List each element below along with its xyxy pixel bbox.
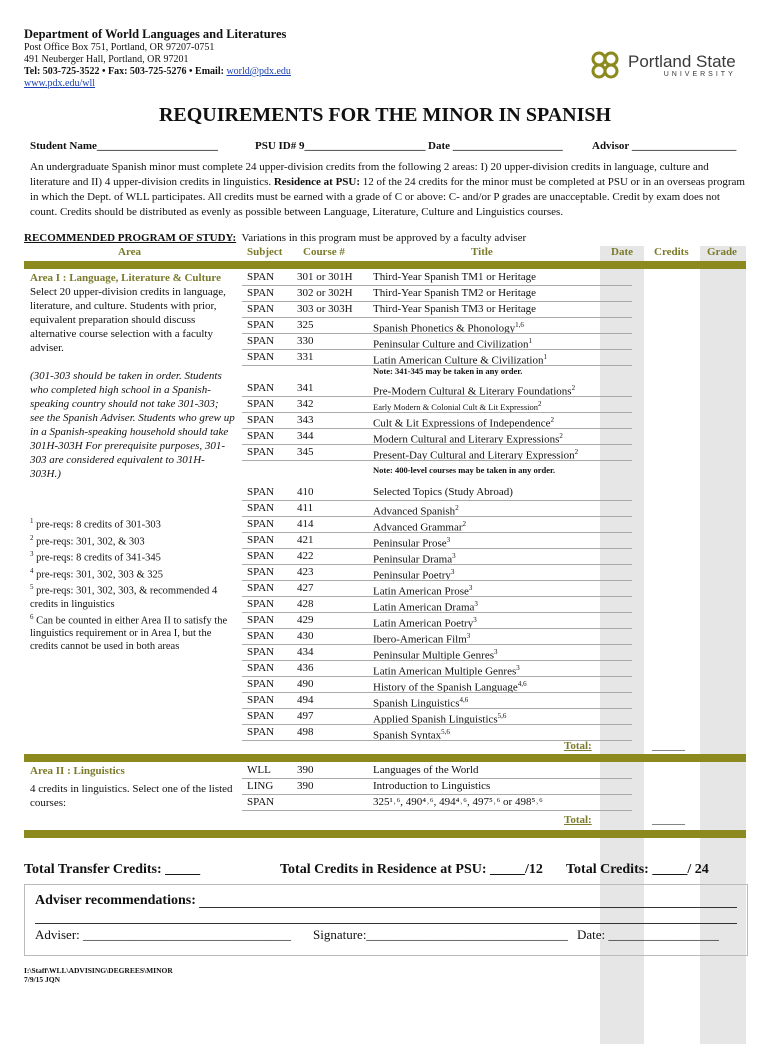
- row-divider: [242, 301, 632, 302]
- course-title: Third-Year Spanish TM1 or Heritage: [373, 271, 537, 283]
- course-number: 422: [297, 550, 314, 562]
- area1-total-label: Total:: [564, 740, 592, 752]
- row-divider: [242, 317, 632, 318]
- course-number: 302 or 302H: [297, 287, 353, 299]
- recommendations-line-2[interactable]: [35, 923, 737, 924]
- course-number: 430: [297, 630, 314, 642]
- course-title: Peninsular Multiple Genres$^3$: [373, 648, 498, 662]
- course-title: Present-Day Cultural and Literary Expression$^2$: [373, 448, 579, 462]
- col-subject: Subject: [247, 246, 283, 258]
- course-number: 342: [297, 398, 314, 410]
- course-number: 325: [297, 319, 314, 331]
- course-subject: SPAN: [247, 382, 275, 394]
- row-divider: [242, 349, 632, 350]
- prereq-list: $^1$ pre-reqs: 8 credits of 301-303 $^2$ pre-reqs: 301, 302, & 303 $^3$ pre-reqs: 8 credits of 341-345 $^4$ pre-reqs: 301, 302, 303 & 325 $^5$ pre-reqs: 301, 302, 303, & recommended 4 credits in linguistics $^6$ Can be counted in either Area II to satisfy the linguistics requirement or in Area I, but the credits cannot be used in both areas: [30, 517, 228, 652]
- logo-name: Portland State: [628, 51, 736, 71]
- course-title: Latin American Drama$^3$: [373, 600, 478, 614]
- course-subject: SPAN: [247, 726, 275, 738]
- course-title: Latin American Poetry$^3$: [373, 616, 477, 630]
- adviser-box: [24, 884, 748, 956]
- recommended-program: RECOMMENDED PROGRAM OF STUDY: Variations in this program must be approved by a faculty adviser: [24, 232, 527, 244]
- row-divider: [242, 708, 632, 709]
- course-subject: SPAN: [247, 502, 275, 514]
- course-title: Third-Year Spanish TM3 or Heritage: [373, 303, 537, 315]
- row-divider: [242, 333, 632, 334]
- email-link[interactable]: world@pdx.edu: [226, 66, 291, 77]
- footer: [24, 966, 173, 984]
- course-subject: SPAN: [247, 351, 275, 363]
- signature-field[interactable]: Signature:_______________________________: [313, 927, 568, 942]
- course-subject: SPAN: [247, 598, 275, 610]
- course-subject: SPAN: [247, 566, 275, 578]
- course-number: 497: [297, 710, 314, 722]
- course-number: 341: [297, 382, 314, 394]
- course-number: 390: [297, 780, 314, 792]
- row-divider: [242, 548, 632, 549]
- course-subject: SPAN: [247, 430, 275, 442]
- course-title: Modern Cultural and Literary Expressions$^2$: [373, 432, 563, 446]
- contact-line: Tel: 503-725-3522 • Fax: 503-725-5276 • Email: world@pdx.edu: [24, 66, 291, 77]
- course-number: 344: [297, 430, 314, 442]
- row-divider: [242, 724, 632, 725]
- row-divider: [242, 396, 632, 397]
- course-number: 498: [297, 726, 314, 738]
- total-credits[interactable]: Total Credits: _____/ 24: [566, 862, 709, 877]
- area2-end-bar: [24, 830, 746, 838]
- department-name: Department of World Languages and Literatures: [24, 27, 287, 41]
- course-title: Spanish Phonetics & Phonology$^{1,6}$: [373, 321, 524, 335]
- course-title: 325¹˒⁶, 490⁴˒⁶, 494⁴˒⁶, 497⁵˒⁶ or 498⁵˒⁶: [373, 796, 543, 808]
- course-number: 343: [297, 414, 314, 426]
- intro-paragraph: An undergraduate Spanish minor must complete 24 upper-division credits from the following 2 areas: I) 20 upper-division credits in language, culture and literature and II) 4 upper-division credits in linguistics. Residence at PSU: 12 of the 24 credits for the minor must be completed at PSU or in an overseas program in which the Dept. of WLL participates. All credits must be earned with a grade of C or above: C- and/or P grades are unacceptable. Credit by exam does not count. Credits should be distributed as evenly as possible between Language, Literature, Culture and Linguistics courses.: [30, 161, 745, 218]
- course-subject: LING: [247, 780, 274, 792]
- date-field[interactable]: Date ____________________: [428, 140, 563, 152]
- course-title: Applied Spanish Linguistics$^{5,6}$: [373, 712, 507, 726]
- course-subject: WLL: [247, 764, 271, 776]
- adviser-recommendations-label: Adviser recommendations:: [35, 893, 196, 908]
- course-title: Third-Year Spanish TM2 or Heritage: [373, 287, 537, 299]
- file-path: I:\Staff\WLL\ADVISING\DEGREES\MINOR: [24, 966, 173, 975]
- course-number: 301 or 301H: [297, 271, 353, 283]
- recommendations-line-1[interactable]: [199, 907, 737, 908]
- course-number: 411: [297, 502, 314, 514]
- course-subject: SPAN: [247, 518, 275, 530]
- course-subject: SPAN: [247, 710, 275, 722]
- note-400-level: Note: 400-level courses may be taken in any order.: [373, 465, 556, 475]
- course-subject: SPAN: [247, 678, 275, 690]
- course-number: 423: [297, 566, 314, 578]
- row-divider: [242, 628, 632, 629]
- row-divider: [242, 794, 632, 795]
- course-subject: SPAN: [247, 550, 275, 562]
- area2-total-label: Total:: [564, 814, 592, 826]
- course-title: Ibero-American Film$^3$: [373, 632, 471, 646]
- col-title: Title: [471, 246, 493, 258]
- course-title: Latin American Prose$^3$: [373, 584, 473, 598]
- row-divider: [242, 428, 632, 429]
- course-number: 421: [297, 534, 314, 546]
- note-341-345: Note: 341-345 may be taken in any order.: [373, 366, 523, 376]
- course-number: 494: [297, 694, 314, 706]
- department-header: [24, 28, 291, 90]
- course-subject: SPAN: [247, 630, 275, 642]
- area2-total-blank[interactable]: ______: [652, 814, 685, 826]
- course-number: 434: [297, 646, 314, 658]
- row-divider: [242, 676, 632, 677]
- row-divider: [242, 500, 632, 501]
- row-divider: [242, 516, 632, 517]
- course-subject: SPAN: [247, 335, 275, 347]
- course-subject: SPAN: [247, 271, 275, 283]
- row-divider: [242, 778, 632, 779]
- course-number: 303 or 303H: [297, 303, 353, 315]
- row-divider: [242, 532, 632, 533]
- page-title: REQUIREMENTS FOR THE MINOR IN SPANISH: [158, 104, 612, 126]
- course-subject: SPAN: [247, 646, 275, 658]
- course-subject: SPAN: [247, 303, 275, 315]
- course-title: Languages of the World: [373, 764, 479, 776]
- row-divider: [242, 612, 632, 613]
- area2-title: Area II : Linguistics: [30, 765, 125, 777]
- course-subject: SPAN: [247, 414, 275, 426]
- psu-id-field[interactable]: PSU ID# 9______________________: [255, 140, 426, 152]
- area2-description: Area II : Linguistics 4 credits in linguistics. Select one of the listed courses:: [30, 764, 235, 810]
- course-title: History of the Spanish Language$^{4,6}$: [373, 680, 527, 694]
- area1-divider: [24, 261, 746, 269]
- row-divider: [242, 564, 632, 565]
- course-subject: SPAN: [247, 486, 275, 498]
- course-subject: SPAN: [247, 694, 275, 706]
- course-title: Early Modern & Colonial Cult & Lit Expression$^2$: [373, 400, 542, 412]
- website-link[interactable]: www.pdx.edu/wll: [24, 78, 96, 89]
- psu-logo: [588, 48, 736, 82]
- area2-divider: [24, 754, 746, 762]
- row-divider: [242, 596, 632, 597]
- total-transfer-credits[interactable]: Total Transfer Credits: _____: [24, 862, 201, 877]
- col-grade: Grade: [707, 246, 737, 258]
- col-credits: Credits: [654, 246, 689, 258]
- address-po: Post Office Box 751, Portland, OR 97207-0751: [24, 42, 215, 53]
- course-title: Selected Topics (Study Abroad): [373, 486, 513, 498]
- col-date: Date: [611, 246, 633, 258]
- area1-note: (301-303 should be taken in order. Students who completed high school in a Spanish-speaking country should not take 301-303; see the Spanish Adviser. Students who grew up in a Spanish-speaking household should take 301H-303H For prerequisite purposes, 301-303 are considered equivalent to 301H-303H.): [30, 370, 235, 480]
- course-title: Peninsular Culture and Civilization$^1$: [373, 337, 533, 351]
- advisor-field[interactable]: Advisor ___________________: [592, 140, 737, 152]
- col-area: Area: [118, 246, 142, 258]
- course-number: 414: [297, 518, 314, 530]
- course-title: Cult & Lit Expressions of Independence$^2$: [373, 416, 554, 430]
- course-subject: SPAN: [247, 319, 275, 331]
- adviser-name-field[interactable]: Adviser: ________________________________: [35, 927, 292, 942]
- course-number: 427: [297, 582, 314, 594]
- row-divider: [242, 810, 632, 811]
- course-number: 490: [297, 678, 314, 690]
- col-course: Course #: [303, 246, 345, 258]
- row-divider: [242, 644, 632, 645]
- course-subject: SPAN: [247, 796, 275, 808]
- course-title: Latin American Culture & Civilization$^1$: [373, 353, 547, 367]
- area1-title: Area I : Language, Literature & Culture: [30, 272, 221, 284]
- area1-total-blank[interactable]: ______: [652, 740, 685, 752]
- course-number: 410: [297, 486, 314, 498]
- course-number: 331: [297, 351, 314, 363]
- area1-description: Area I : Language, Literature & Culture Select 20 upper-division credits in language, literature, and culture. Students with prior, equivalent preparation should discuss alternative course selection with a faculty adviser. (301-303 should be taken in order. Students who completed high school in a Spanish-speaking country should not take 301-303; see the Spanish Adviser. Students who grew up in a Spanish-speaking household should take 301H-303H For prerequisite purposes, 301-303 are considered equivalent to 301H-303H.): [30, 272, 235, 480]
- course-title: Latin American Multiple Genres$^3$: [373, 664, 520, 678]
- row-divider: [242, 692, 632, 693]
- course-title: Introduction to Linguistics: [373, 780, 491, 792]
- course-title: Advanced Spanish$^2$: [373, 504, 459, 518]
- student-name-field[interactable]: Student Name______________________: [30, 140, 218, 152]
- address-hall: 491 Neuberger Hall, Portland, OR 97201: [24, 54, 189, 65]
- course-subject: SPAN: [247, 446, 275, 458]
- course-subject: SPAN: [247, 614, 275, 626]
- course-subject: SPAN: [247, 398, 275, 410]
- total-residence-credits[interactable]: Total Credits in Residence at PSU: _____/12: [280, 862, 543, 877]
- course-number: 429: [297, 614, 314, 626]
- course-subject: SPAN: [247, 582, 275, 594]
- row-divider: [242, 444, 632, 445]
- logo-sub: UNIVERSITY: [663, 70, 736, 78]
- course-number: 428: [297, 598, 314, 610]
- course-subject: SPAN: [247, 287, 275, 299]
- row-divider: [242, 660, 632, 661]
- course-title: Peninsular Drama$^3$: [373, 552, 456, 566]
- course-title: Advanced Grammar$^2$: [373, 520, 466, 534]
- row-divider: [242, 285, 632, 286]
- course-number: 436: [297, 662, 314, 674]
- course-title: Pre-Modern Cultural & Literary Foundations$^2$: [373, 384, 576, 398]
- course-subject: SPAN: [247, 534, 275, 546]
- course-title: Peninsular Prose$^3$: [373, 536, 451, 550]
- course-number: 345: [297, 446, 314, 458]
- course-title: Spanish Syntax$^{5,6}$: [373, 728, 450, 742]
- row-divider: [242, 580, 632, 581]
- course-number: 390: [297, 764, 314, 776]
- revision-date: 7/9/15 JQN: [24, 975, 61, 984]
- psu-logo-icon: [588, 48, 622, 82]
- course-title: Spanish Linguistics$^{4,6}$: [373, 696, 469, 710]
- course-title: Peninsular Poetry$^3$: [373, 568, 455, 582]
- course-number: 330: [297, 335, 314, 347]
- row-divider: [242, 460, 632, 461]
- row-divider: [242, 412, 632, 413]
- adviser-date-field[interactable]: Date: _________________: [577, 927, 719, 942]
- course-subject: SPAN: [247, 662, 275, 674]
